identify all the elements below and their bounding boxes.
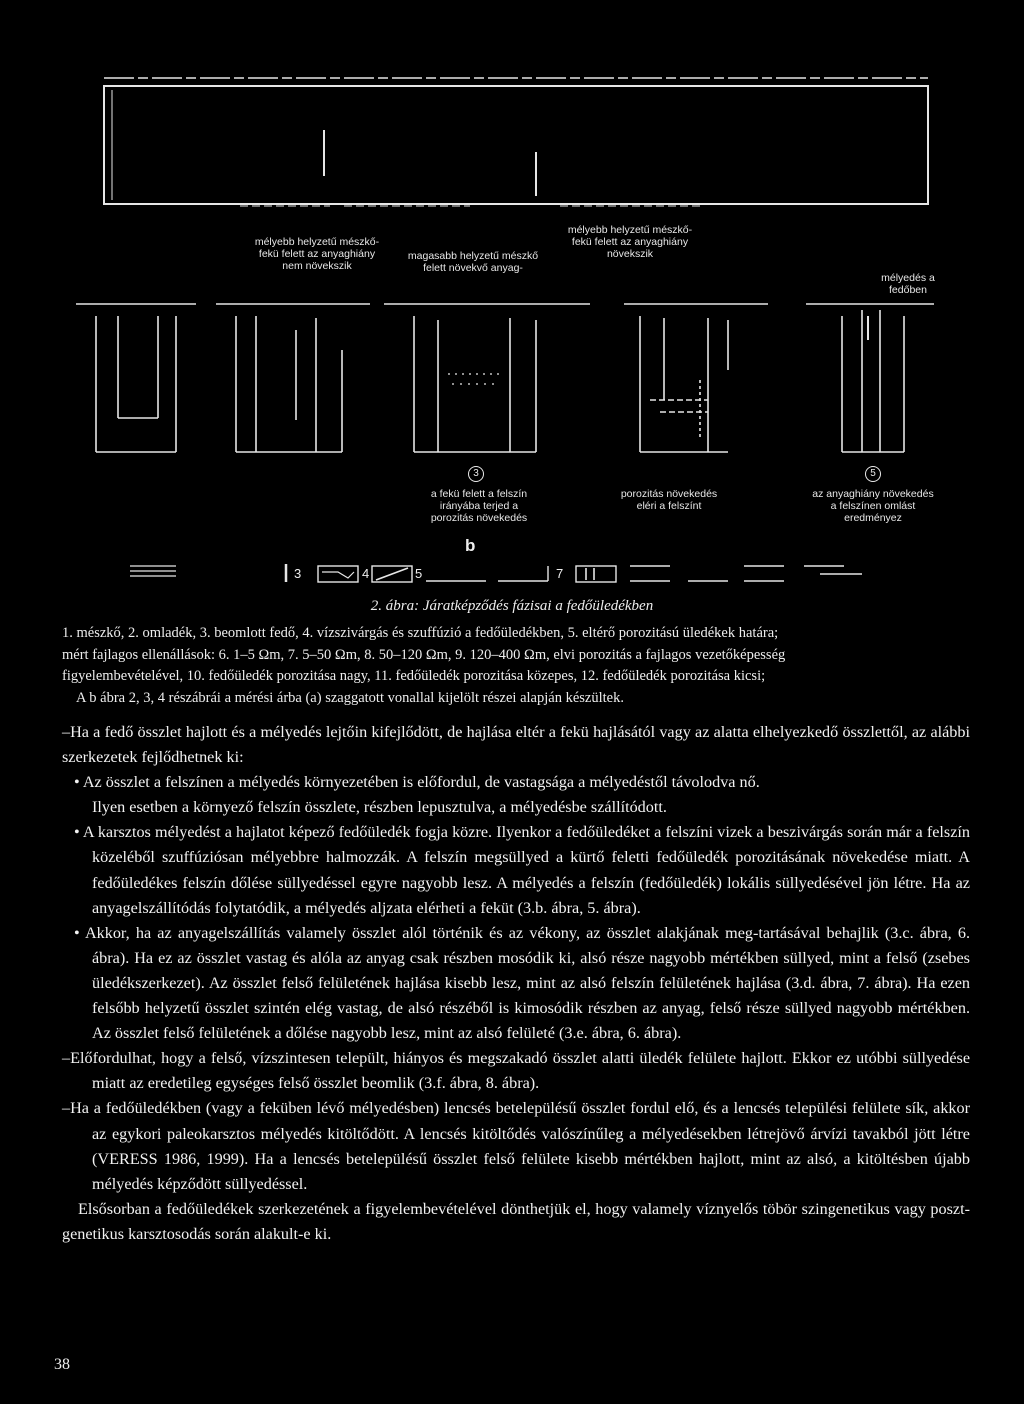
legend-number-7: 7 <box>556 566 564 581</box>
paragraph: –Előfordulhat, hogy a felső, vízszintesen települt, hiányos és megszakadó összlet alatti üledék felülete hajlott. Ekkor ez utóbbi süllyedése miatt az eredetileg egységes felső összlet beomlik (3.f. ábra, 8. ábra). <box>62 1049 970 1093</box>
paragraph: –Ha a fedő összlet hajlott és a mélyedés lejtőin kifejlődött, de hajlása eltér a fekü hajlásától vagy az alatta elhelyezkedő összlettől, az alábbi szerkezetek fejlődhetnek ki: <box>62 723 970 767</box>
label-top-3: mélyebb helyzetű mészkő- fekü felett az anyaghiány növekszik <box>567 224 693 260</box>
bullet-item: • A karsztos mélyedést a hajlatot képező fedőüledék fogja közre. Ilyenkor a fedőüledéket a felszíni vizek a beszivárgás során már a felszín közeléből szuffúziósan mélyebbre halmozzák. A felszín megsüllyed a kürtő feletti fedőüledék porozitásának növekedése miatt. A fedőüledékes felszín dőlése süllyedéssel egyre nagyobb lesz. A mélyedés a felszín (fedőüledék) lokális süllyedésével jön létre. Ha az anyagelszállítódás folytatódik, a mélyedés aljzata elérheti a feküt (3.b. ábra, 5. ábra). <box>74 823 970 917</box>
label-bottom-3: az anyaghiány növekedés a felszínen omlást eredményez <box>812 488 934 524</box>
page-number: 38 <box>54 1356 70 1373</box>
paragraph: Elsősorban a fedőüledékek szerkezetének a figyelembevételével dönthetjük el, hogy valamely víznyelős töbör szingenetikus vagy posztgenetikus karsztosodás során alakult-e ki. <box>62 1199 970 1243</box>
label-top-1: mélyebb helyzetű mészkő- fekü felett az anyaghiány nem növekszik <box>254 236 380 272</box>
bullet-item: • Az összlet a felszínen a mélyedés környezetében is előfordul, de vastagsága a mélyedéstől távolodva nő. <box>74 773 760 792</box>
paragraph: Ilyen esetben a környező felszín összlete, részben lepusztulva, a mélyedésbe szállítódott. <box>92 798 667 817</box>
bullet-item: • Akkor, ha az anyagelszállítás valamely összlet alól történik és az vékony, az összlet alakjának meg-tartásával behajlik (3.c. ábra, 6. ábra). Ha ez az összlet vastag és alóla az anyag csak részben mosódik ki, alsó része nagyobb mértékben süllyed, mint a felső (zsebes üledékszerkezet). Az összlet felső felületének hajlása kisebb lesz, mint az alsó felszín felületének hajlása (3.d. ábra, 7. ábra). Ha ezen felsőbb helyzetű összlet szintén elég vastag, de alsó részéből is kimosódik részben az anyag, felső része süllyed nagyobb mértékben. Az összlet felső felületének a dőlése nagyobb lesz, mint az alsó felületé (3.e. ábra, 6. ábra). <box>74 923 970 1043</box>
measurement-panel-frame <box>104 86 928 204</box>
label-top-4: mélyedés a fedőben <box>881 272 935 296</box>
subfigure-1 <box>76 304 196 452</box>
body-text <box>62 720 970 1247</box>
figure-legend <box>62 623 982 709</box>
legend-line: figyelembevételével, 10. fedőüledék porozitása nagy, 11. fedőüledék porozitása közepes, 12. fedőüledék porozitása kicsi; <box>62 668 766 684</box>
subfigure-b-letter: b <box>465 536 476 555</box>
label-bottom-2: porozitás növekedés eléri a felszínt <box>620 488 718 512</box>
label-bottom-1: a fekü felett a felszín irányába terjed a porozitás növekedés <box>430 488 528 524</box>
subfigure-4 <box>624 304 768 452</box>
subfigure-2 <box>216 304 370 452</box>
subfigure-5 <box>806 304 934 452</box>
circle-label-5: 5 <box>865 466 881 482</box>
legend-number-4: 4 <box>362 566 370 581</box>
paragraph: –Ha a fedőüledékben (vagy a feküben lévő mélyedésben) lencsés betelepülésű összlet fordul elő, és a lencsés települési felülete sík, akkor az egykori paleokarsztos mélyedés kitöltődött. A lencsés kitöltődés valószínűleg a mélyedésekben létrejövő árvízi tavakból jött létre (VERESS 1986, 1999). Ha a lencsés betelepülésű összlet felső felülete kisebb mértékben hajlott, mint az alsó, a kitöltésben újabb mélyedés képződött süllyedéssel. <box>62 1099 970 1193</box>
circle-label-3: 3 <box>468 466 484 482</box>
subfigure-3 <box>384 304 590 452</box>
legend-symbols <box>130 564 862 582</box>
figure-caption: 2. ábra: Járatképződés fázisai a fedőüledékben <box>370 598 654 614</box>
figure-2 <box>0 0 1024 600</box>
legend-line: mért fajlagos ellenállások: 6. 1–5 Ωm, 7. 5–50 Ωm, 8. 50–120 Ωm, 9. 120–400 Ωm, elvi porozitás a fajlagos vezetőképesség <box>62 646 786 663</box>
legend-number-5: 5 <box>415 566 423 581</box>
legend-number-3: 3 <box>294 566 302 581</box>
legend-line: 1. mészkő, 2. omladék, 3. beomlott fedő, 4. vízszivárgás és szuffúzió a fedőüledékben, 5. eltérő porozitású üledékek határa; <box>62 625 779 641</box>
label-top-2: magasabb helyzetű mészkő felett növekvő anyag- <box>407 250 539 274</box>
legend-line: A b ábra 2, 3, 4 részábrái a mérési árba (a) szaggatott vonallal kijelölt részei alapján készültek. <box>76 689 624 706</box>
